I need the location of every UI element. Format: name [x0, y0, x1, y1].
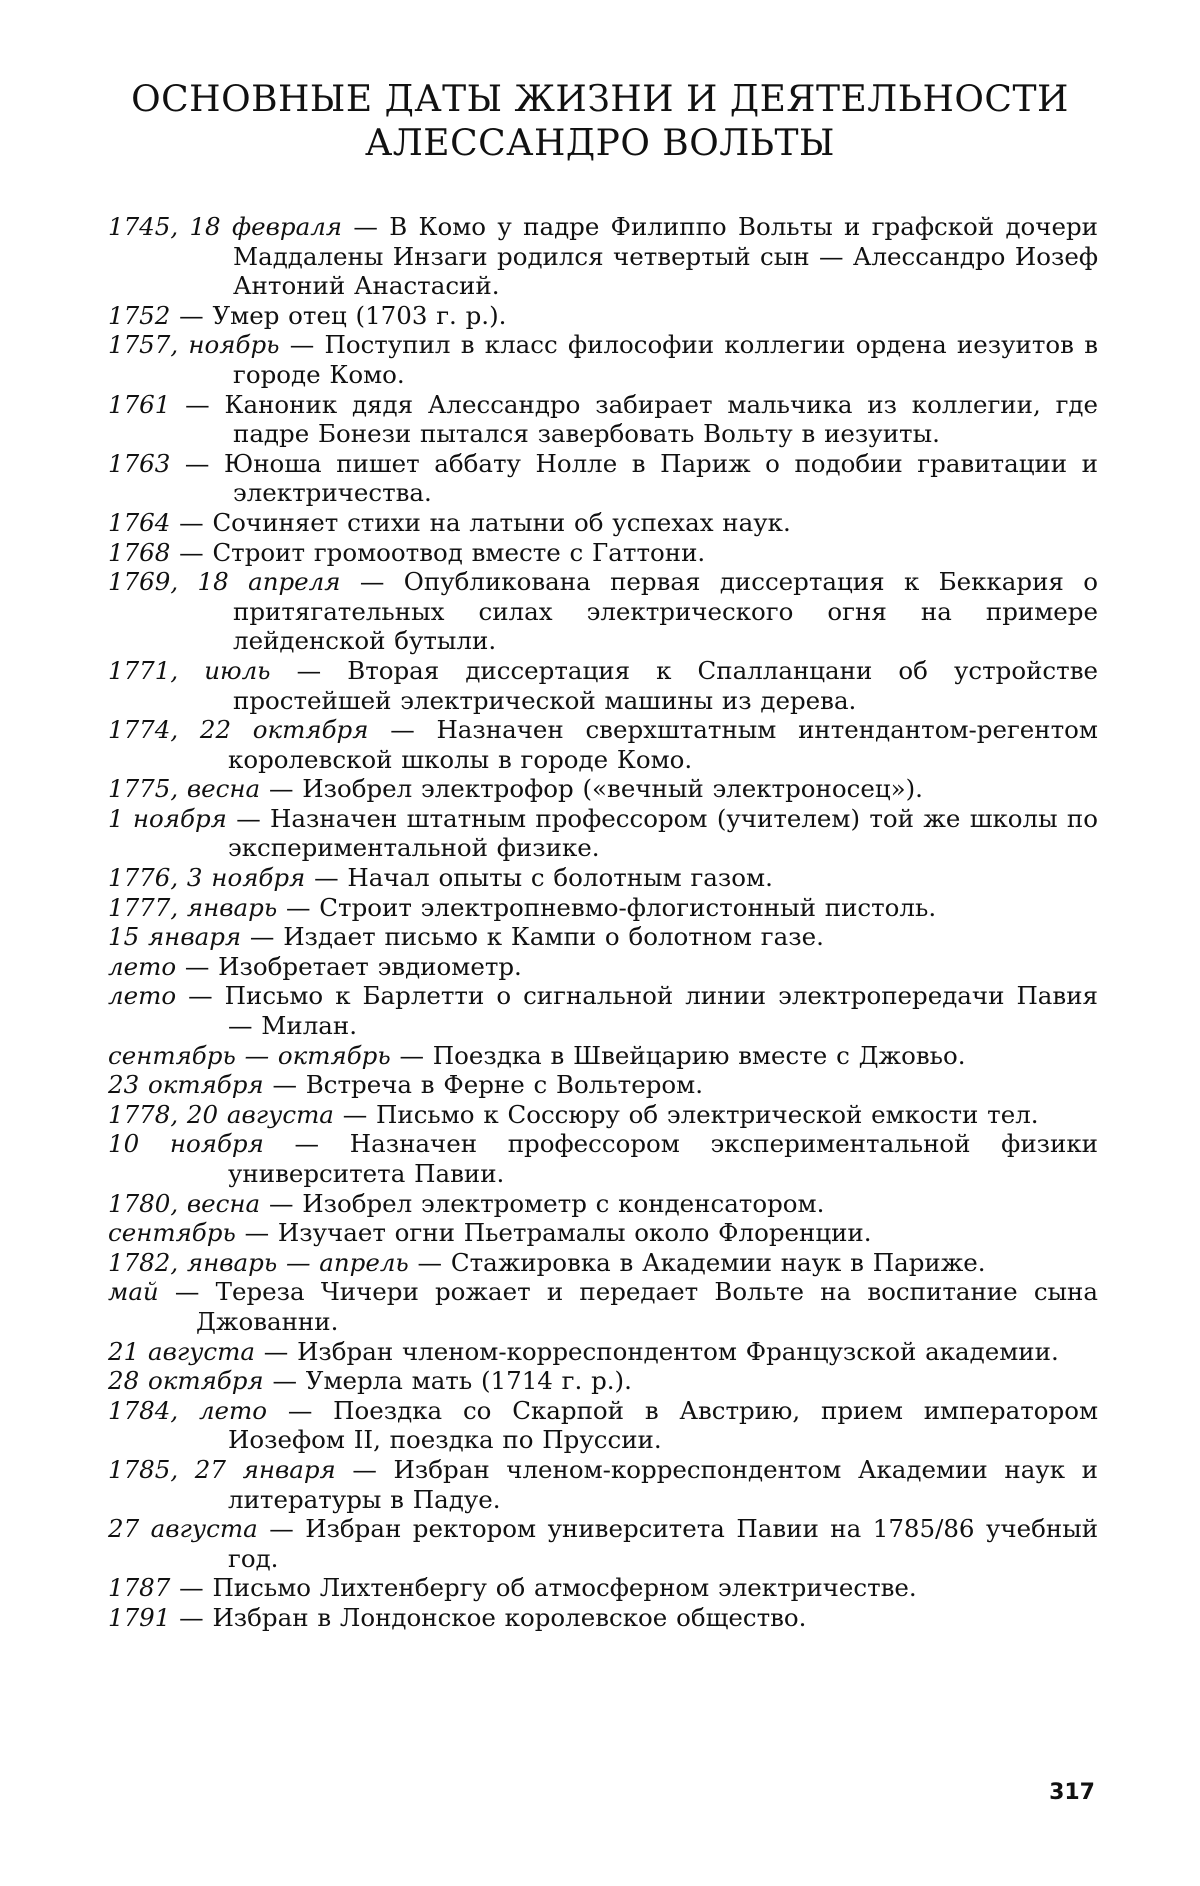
chronology-entry: [108, 1041, 1098, 1071]
chronology-entry: [108, 301, 1098, 331]
entry-text: Избран ректором университета Павии на 1785/86 учебный год.: [228, 1514, 1099, 1573]
entry-text: Письмо Лихтенбергу об атмосферном электричестве.: [212, 1573, 917, 1603]
entry-date: 1745, 18 февраля: [108, 212, 343, 241]
chronology-entry: [108, 715, 1098, 774]
entry-text: Сочиняет стихи на латыни об успехах наук.: [212, 507, 791, 537]
entry-text: Изобрел электрометр с конденсатором.: [302, 1188, 825, 1218]
entry-date: 1761: [108, 389, 171, 419]
entry-date: 28 октября: [108, 1366, 264, 1396]
entry-dash: —: [241, 922, 284, 952]
entry-text: Поездка со Скарпой в Австрию, прием императором Иозефом II, поездка по Пруссии.: [228, 1395, 1098, 1455]
entry-date: 1778, 20 августа: [108, 1099, 334, 1129]
entry-text: Письмо к Барлетти о сигнальной линии электропередачи Павия — Милан.: [224, 981, 1098, 1041]
entry-date: 1784, лето: [108, 1395, 268, 1425]
entry-text: Избран членом-корреспондентом Французской академии.: [297, 1336, 1059, 1366]
entry-text: Поступил в класс философии коллегии ордена иезуитов в городе Комо.: [233, 330, 1099, 389]
entry-text: Издает письмо к Кампи о болотном газе.: [283, 922, 824, 952]
entry-text: Изучает огни Пьетрамалы около Флоренции.: [277, 1218, 872, 1248]
entry-dash: —: [263, 1366, 306, 1396]
chronology-entry: [108, 567, 1098, 656]
chronology-entry: [108, 449, 1098, 508]
entry-text: Назначен штатным профессором (учителем) той же школы по экспериментальной физике.: [228, 803, 1098, 863]
entry-text: Назначен профессором экспериментальной физики университета Павии.: [228, 1129, 1099, 1188]
entry-dash: —: [170, 448, 224, 478]
entry-text: Каноник дядя Алессандро забирает мальчика из коллегии, где падре Бонези пытался завербовать Вольту в иезуиты.: [224, 389, 1098, 449]
chronology-entry: [108, 804, 1098, 863]
entry-text: Строит электропневмо-флогистонный пистоль.: [319, 892, 937, 922]
chronology-entry: [108, 1277, 1098, 1336]
chronology-entry: [108, 1396, 1098, 1455]
entry-date: сентябрь: [108, 1218, 236, 1248]
entry-dash: —: [342, 212, 390, 241]
entry-text: Юноша пишет аббату Нолле в Париж о подобии гравитации и электричества.: [223, 448, 1099, 508]
chronology-entry: [108, 1070, 1098, 1100]
entry-text: Начал опыты с болотным газом.: [347, 863, 773, 893]
chronology-entry: [108, 863, 1098, 893]
entry-date: 1782, январь — апрель: [108, 1247, 409, 1277]
entry-dash: —: [226, 803, 271, 833]
chronology-entry: [108, 1218, 1098, 1248]
entry-date: 1768: [108, 537, 171, 567]
entry-dash: —: [390, 1040, 433, 1070]
entry-date: сентябрь — октябрь: [108, 1040, 391, 1070]
entry-date: лето: [108, 981, 177, 1011]
entry-text: Тереза Чичери рожает и передает Вольте на воспитание сына Джованни.: [196, 1277, 1098, 1336]
entry-dash: —: [170, 389, 225, 419]
entry-date: 1776, 3 ноября: [108, 863, 306, 893]
entry-dash: —: [270, 655, 348, 685]
entry-date: 10 ноября: [108, 1129, 264, 1159]
entry-date: 21 августа: [108, 1336, 255, 1366]
entry-dash: —: [170, 1573, 213, 1603]
entry-dash: —: [333, 1099, 376, 1129]
entry-text: Поездка в Швейцарию вместе с Джовьо.: [432, 1040, 966, 1070]
entry-date: 1764: [108, 507, 171, 537]
entry-date: 15 января: [108, 922, 242, 952]
chronology-entry: [108, 981, 1098, 1040]
entry-text: Избран в Лондонское королевское общество.: [212, 1602, 807, 1632]
chronology-entry: [108, 1129, 1098, 1188]
chronology-entry: [108, 330, 1098, 389]
entry-date: лето: [108, 951, 177, 981]
entry-dash: —: [267, 1395, 334, 1425]
entry-date: 1780, весна: [108, 1188, 261, 1218]
entry-text: Назначен сверхштатным интендантом-регентом королевской школы в городе Комо.: [228, 715, 1098, 774]
entry-date: 1774, 22 октября: [108, 715, 369, 745]
entry-dash: —: [408, 1247, 451, 1277]
entry-dash: —: [176, 951, 219, 981]
entry-dash: —: [176, 981, 225, 1011]
entry-date: май: [108, 1277, 159, 1307]
entry-date: 1763: [108, 448, 171, 478]
chronology-entry: [108, 508, 1098, 538]
entry-dash: —: [263, 1070, 306, 1100]
entry-dash: —: [170, 1602, 213, 1632]
chronology-entry: [108, 1100, 1098, 1130]
entry-dash: —: [260, 774, 303, 804]
chronology-entry: [108, 1337, 1098, 1367]
entry-text: Опубликована первая диссертация к Беккария о притягательных силах электрического огня на примере лейденской бутыли.: [233, 567, 1099, 656]
entry-date: 1769, 18 апреля: [108, 567, 341, 597]
entry-dash: —: [335, 1454, 394, 1484]
title-line-1: ОСНОВНЫЕ ДАТЫ ЖИЗНИ И ДЕЯТЕЛЬНОСТИ: [131, 79, 1069, 120]
entry-dash: —: [257, 1514, 306, 1544]
chronology-entry: [108, 1455, 1098, 1514]
entry-text: Избран членом-корреспондентом Академии наук и литературы в Падуе.: [228, 1454, 1099, 1514]
entry-date: 1777, январь: [108, 892, 278, 922]
entry-dash: —: [254, 1336, 298, 1366]
entry-dash: —: [170, 507, 213, 537]
entry-text: Изобрел электрофор («вечный электроносец»).: [302, 774, 923, 804]
chronology-entry: [108, 1366, 1098, 1396]
title-line-2: АЛЕССАНДРО ВОЛЬТЫ: [365, 123, 835, 164]
entry-date: 1791: [108, 1602, 171, 1632]
entry-date: 1757, ноябрь: [108, 330, 280, 360]
entry-dash: —: [340, 567, 404, 597]
entry-text: Встреча в Ферне с Вольтером.: [305, 1070, 704, 1100]
entry-text: Умер отец (1703 г. р.).: [212, 300, 507, 330]
entry-text: Письмо к Соссюру об электрической емкости тел.: [376, 1099, 1039, 1129]
page-title: [0, 78, 1200, 166]
entry-date: 27 августа: [108, 1514, 258, 1544]
page-number: 317: [1049, 1780, 1095, 1805]
chronology-entry: [108, 1514, 1098, 1573]
entry-dash: —: [170, 537, 213, 567]
entry-dash: —: [235, 1218, 278, 1248]
entry-text: Умерла мать (1714 г. р.).: [305, 1366, 632, 1396]
entry-date: 1 ноября: [108, 803, 227, 833]
entry-dash: —: [305, 863, 348, 893]
entry-text: Строит громоотвод вместе с Гаттони.: [212, 537, 706, 567]
entry-text: В Комо у падре Филиппо Вольты и графской дочери Маддалены Инзаги родился четвертый сын — Алессандро Иозеф Антоний Анастасий.: [233, 212, 1098, 301]
chronology-entry: [108, 538, 1098, 568]
entry-date: 1752: [108, 300, 171, 330]
entry-date: 1787: [108, 1573, 171, 1603]
entry-date: 1775, весна: [108, 774, 261, 804]
chronology-entry: [108, 1603, 1098, 1633]
entry-dash: —: [279, 330, 325, 360]
entry-dash: —: [277, 892, 320, 922]
chronology-entry: [108, 390, 1098, 449]
chronology-entry: [108, 212, 1098, 301]
chronology-entry: [108, 1248, 1098, 1278]
chronology-entry: [108, 656, 1098, 715]
entry-dash: —: [158, 1277, 216, 1307]
chronology-entry: [108, 1573, 1098, 1603]
entry-dash: —: [170, 300, 213, 330]
entry-date: 1785, 27 января: [108, 1454, 336, 1484]
entry-text: Вторая диссертация к Спалланцани об устройстве простейшей электрической машины из дерева.: [233, 655, 1098, 715]
entry-dash: —: [368, 715, 437, 745]
entry-date: 23 октября: [108, 1070, 264, 1100]
chronology-list: [108, 212, 1098, 1633]
chronology-entry: [108, 922, 1098, 952]
entry-text: Изобретает эвдиометр.: [218, 951, 522, 981]
chronology-entry: [108, 893, 1098, 923]
entry-dash: —: [263, 1129, 350, 1159]
entry-date: 1771, июль: [108, 655, 271, 685]
chronology-entry: [108, 774, 1098, 804]
chronology-entry: [108, 952, 1098, 982]
chronology-entry: [108, 1189, 1098, 1219]
entry-text: Стажировка в Академии наук в Париже.: [450, 1247, 986, 1277]
entry-dash: —: [260, 1188, 303, 1218]
